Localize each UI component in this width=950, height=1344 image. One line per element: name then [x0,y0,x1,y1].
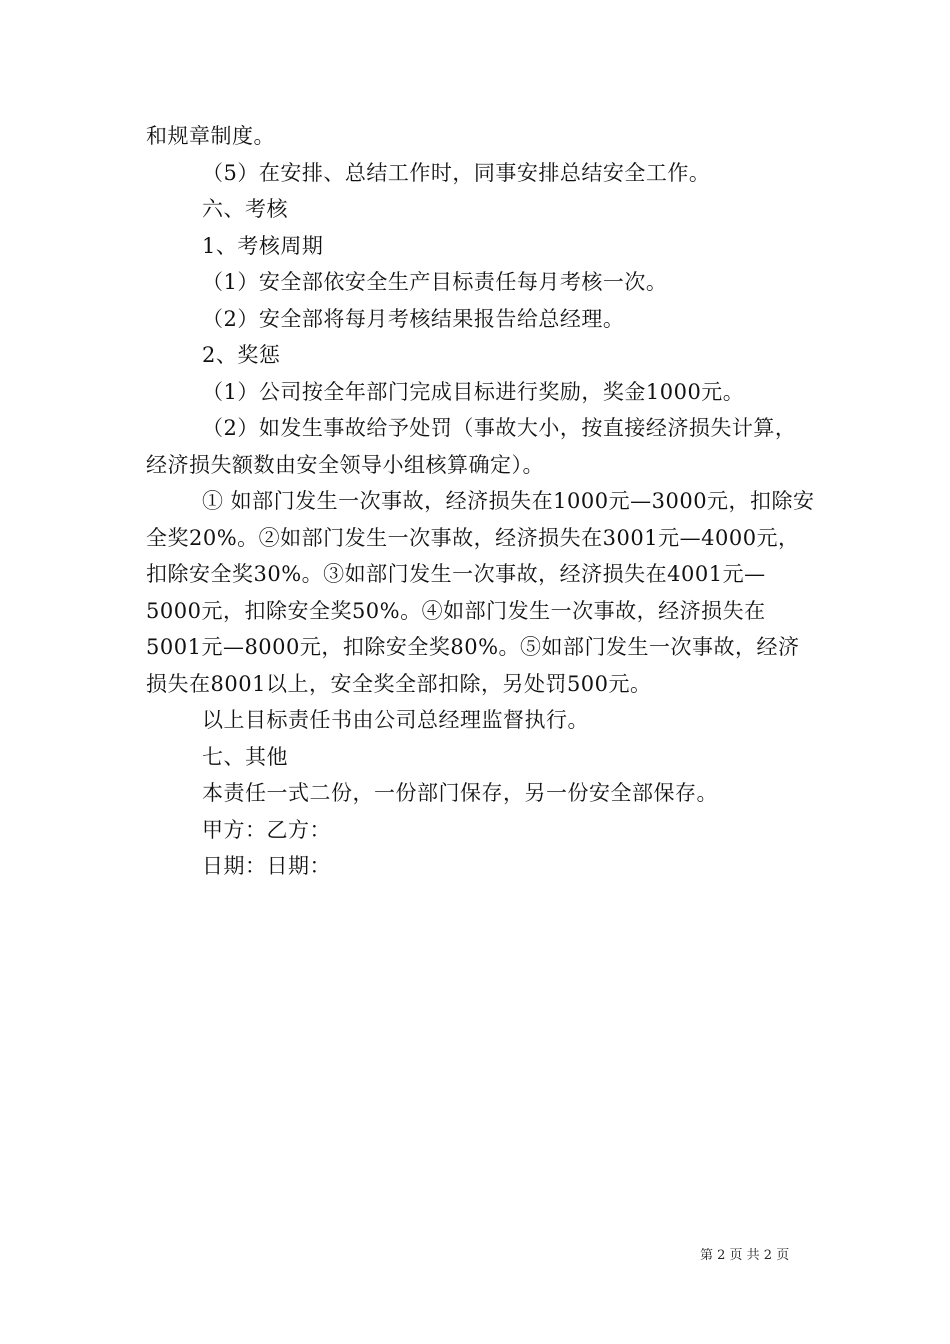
paragraph-penalty-2: （2）如发生事故给予处罚（事故大小，按直接经济损失计算，经济损失额数由安全领导小组核算确定）。 [146,416,797,477]
paragraph-supervision: 以上目标责任书由公司总经理监督执行。 [202,708,589,732]
paragraph-copies: 本责任一式二份，一份部门保存，另一份安全部保存。 [202,781,718,805]
paragraph-item-5: （5）在安排、总结工作时，同事安排总结安全工作。 [202,160,711,185]
section-heading-other: 七、其他 [202,744,288,769]
paragraph-cycle-2: （2）安全部将每月考核结果报告给总经理。 [202,306,625,331]
page-number-footer: 第 2 页 共 2 页 [700,1248,790,1263]
signature-dates: 日期：日期： [202,854,331,878]
subheading-rewards-penalties: 2、奖惩 [202,343,281,367]
signature-parties: 甲方：乙方： [202,817,331,842]
paragraph-continuation: 和规章制度。 [146,124,275,148]
paragraph-penalty-details: ① 如部门发生一次事故，经济损失在1000元—3000元，扣除安全奖20%。②如部门发生一次事故，经济损失在3001元—4000元，扣除安全奖30%。③如部门发生一次事故，经济损失在4001元—5000元，扣除安全奖50%。④如部门发生一次事故，经济损失在5001元—8000元，扣除安全奖80%。⑤如部门发生一次事故，经济损失在8001以上，安全奖全部扣除，另处罚500元。 [146,489,815,696]
paragraph-cycle-1: （1）安全部依安全生产目标责任每月考核一次。 [202,270,668,294]
section-heading-assessment: 六、考核 [202,197,288,221]
subheading-assessment-cycle: 1、考核周期 [202,233,324,258]
document-body [146,118,816,885]
paragraph-reward-1: （1）公司按全年部门完成目标进行奖励，奖金1000元。 [202,379,745,404]
